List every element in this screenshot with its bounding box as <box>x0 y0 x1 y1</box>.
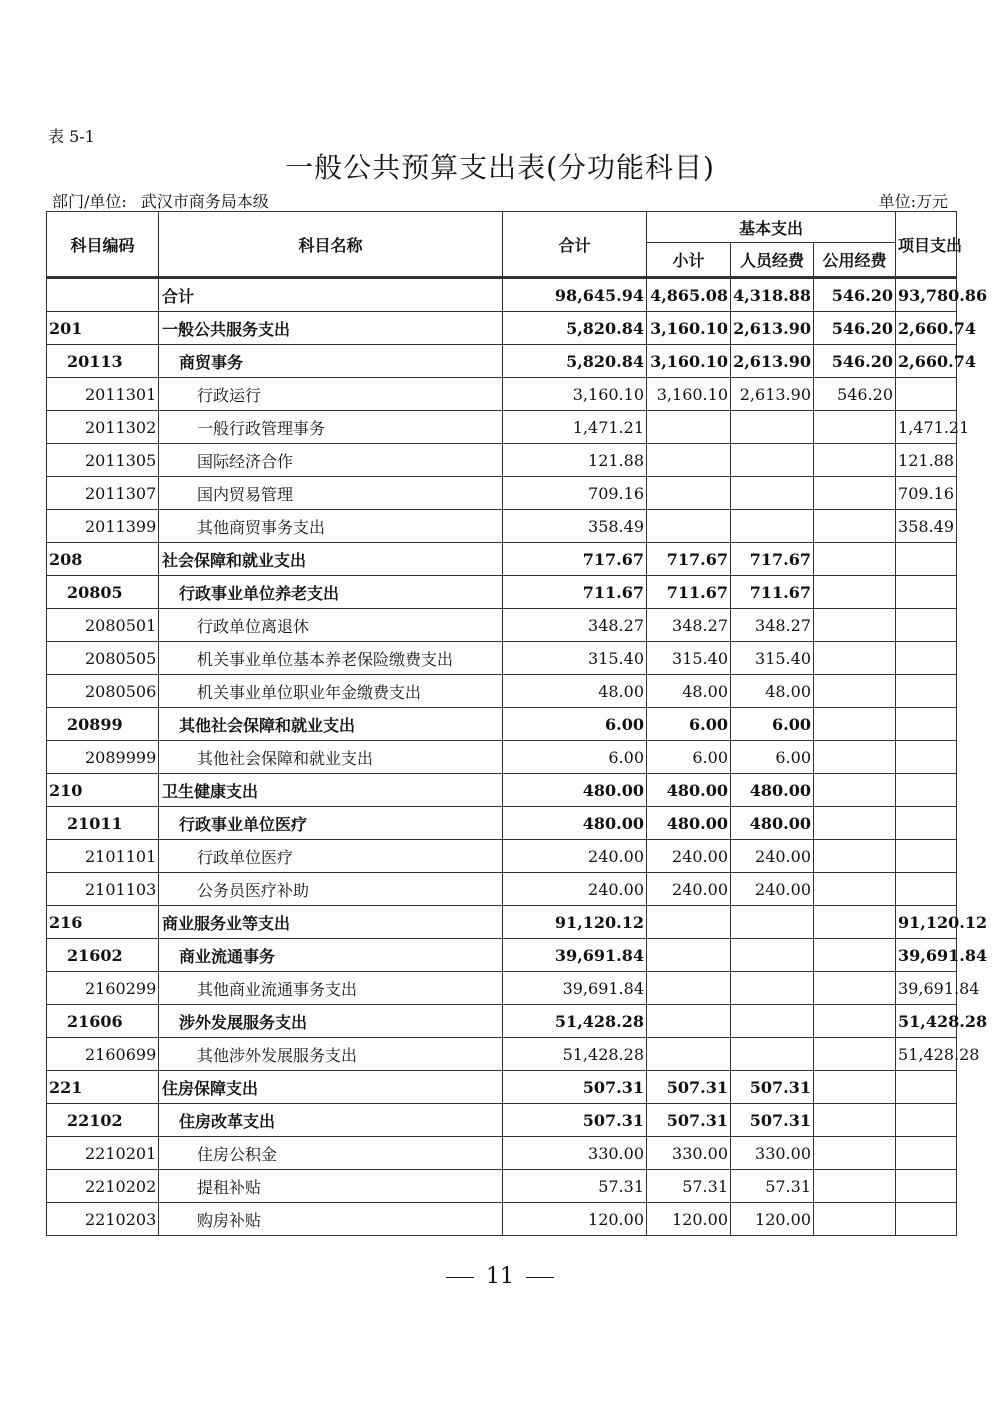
cell-project <box>896 840 957 873</box>
table-row <box>47 1071 957 1104</box>
cell-code: 2011302 <box>47 411 159 444</box>
table-row <box>47 345 957 378</box>
cell-project: 2,660.74 <box>896 345 957 378</box>
cell-project: 121.88 <box>896 444 957 477</box>
cell-subtotal: 57.31 <box>647 1170 731 1203</box>
budget-table <box>46 211 988 1236</box>
cell-project: 93,780.86 <box>896 279 957 312</box>
cell-personnel: 480.00 <box>731 807 814 840</box>
cell-code: 2080506 <box>47 675 159 708</box>
cell-project: 51,428.28 <box>896 1005 957 1038</box>
cell-subtotal: 717.67 <box>647 543 731 576</box>
cell-code: 21602 <box>47 939 159 972</box>
cell-total: 507.31 <box>503 1071 647 1104</box>
cell-total: 5,820.84 <box>503 312 647 345</box>
cell-total: 5,820.84 <box>503 345 647 378</box>
cell-project <box>896 1170 957 1203</box>
table-row <box>47 906 957 939</box>
cell-name: 行政单位离退休 <box>159 609 503 642</box>
cell-public: 546.20 <box>814 312 896 345</box>
cell-subtotal <box>647 1038 731 1071</box>
cell-public <box>814 675 896 708</box>
cell-personnel <box>731 972 814 1005</box>
cell-name: 行政事业单位医疗 <box>159 807 503 840</box>
table-row <box>47 807 957 840</box>
cell-project <box>896 543 957 576</box>
cell-name: 国内贸易管理 <box>159 477 503 510</box>
cell-subtotal <box>647 444 731 477</box>
cell-code: 216 <box>47 906 159 939</box>
cell-subtotal: 348.27 <box>647 609 731 642</box>
cell-project: 358.49 <box>896 510 957 543</box>
cell-code: 2089999 <box>47 741 159 774</box>
cell-code: 2210201 <box>47 1137 159 1170</box>
cell-total: 51,428.28 <box>503 1038 647 1071</box>
table-row <box>47 378 957 411</box>
table-row <box>47 312 957 345</box>
table-row <box>47 477 957 510</box>
table-number: 表 5-1 <box>48 127 95 146</box>
cell-code: 2080505 <box>47 642 159 675</box>
cell-name: 其他社会保障和就业支出 <box>159 708 503 741</box>
cell-public <box>814 972 896 1005</box>
cell-public <box>814 939 896 972</box>
table-row <box>47 510 957 543</box>
cell-name: 其他商业流通事务支出 <box>159 972 503 1005</box>
cell-subtotal <box>647 411 731 444</box>
table-row <box>47 1203 957 1236</box>
cell-total: 717.67 <box>503 543 647 576</box>
page-number <box>0 1264 1000 1289</box>
cell-subtotal: 4,865.08 <box>647 279 731 312</box>
table-row <box>47 873 957 906</box>
cell-subtotal <box>647 972 731 1005</box>
cell-code: 2011301 <box>47 378 159 411</box>
cell-code: 2101103 <box>47 873 159 906</box>
cell-personnel <box>731 411 814 444</box>
cell-total: 480.00 <box>503 807 647 840</box>
cell-subtotal: 3,160.10 <box>647 378 731 411</box>
table-row <box>47 609 957 642</box>
cell-personnel <box>731 510 814 543</box>
table-row <box>47 741 957 774</box>
cell-project <box>896 675 957 708</box>
table-row <box>47 1104 957 1137</box>
cell-personnel <box>731 939 814 972</box>
cell-total: 57.31 <box>503 1170 647 1203</box>
cell-public <box>814 1038 896 1071</box>
cell-total: 120.00 <box>503 1203 647 1236</box>
header-basic: 基本支出 <box>647 212 896 243</box>
cell-total: 711.67 <box>503 576 647 609</box>
cell-name: 机关事业单位职业年金缴费支出 <box>159 675 503 708</box>
table-row <box>47 642 957 675</box>
department-label: 部门/单位: <box>52 192 127 211</box>
cell-public: 546.20 <box>814 345 896 378</box>
cell-code: 2080501 <box>47 609 159 642</box>
cell-name: 国际经济合作 <box>159 444 503 477</box>
cell-code: 2011307 <box>47 477 159 510</box>
cell-public <box>814 576 896 609</box>
cell-personnel: 711.67 <box>731 576 814 609</box>
table-row <box>47 708 957 741</box>
cell-name: 商业服务业等支出 <box>159 906 503 939</box>
cell-subtotal: 120.00 <box>647 1203 731 1236</box>
cell-personnel: 240.00 <box>731 840 814 873</box>
cell-public <box>814 1137 896 1170</box>
cell-personnel <box>731 906 814 939</box>
table-row <box>47 675 957 708</box>
cell-total: 91,120.12 <box>503 906 647 939</box>
cell-name: 行政事业单位养老支出 <box>159 576 503 609</box>
cell-code: 2160699 <box>47 1038 159 1071</box>
cell-public <box>814 411 896 444</box>
cell-personnel: 48.00 <box>731 675 814 708</box>
cell-public <box>814 510 896 543</box>
cell-total: 315.40 <box>503 642 647 675</box>
cell-subtotal <box>647 939 731 972</box>
table-row <box>47 774 957 807</box>
cell-project: 51,428.28 <box>896 1038 957 1071</box>
cell-name: 合计 <box>159 279 503 312</box>
cell-personnel: 240.00 <box>731 873 814 906</box>
cell-name: 住房公积金 <box>159 1137 503 1170</box>
cell-personnel: 480.00 <box>731 774 814 807</box>
cell-subtotal: 330.00 <box>647 1137 731 1170</box>
cell-public <box>814 906 896 939</box>
cell-subtotal <box>647 477 731 510</box>
cell-total: 6.00 <box>503 741 647 774</box>
cell-code: 2101101 <box>47 840 159 873</box>
cell-project <box>896 576 957 609</box>
cell-project <box>896 774 957 807</box>
cell-name: 购房补贴 <box>159 1203 503 1236</box>
cell-public <box>814 642 896 675</box>
cell-code: 221 <box>47 1071 159 1104</box>
page-dash-right <box>526 1277 554 1278</box>
header-personnel: 人员经费 <box>731 243 814 278</box>
cell-project <box>896 708 957 741</box>
cell-public <box>814 1005 896 1038</box>
cell-name: 行政单位医疗 <box>159 840 503 873</box>
cell-project <box>896 1137 957 1170</box>
cell-personnel: 2,613.90 <box>731 312 814 345</box>
cell-subtotal: 480.00 <box>647 807 731 840</box>
cell-name: 其他商贸事务支出 <box>159 510 503 543</box>
cell-personnel: 57.31 <box>731 1170 814 1203</box>
cell-personnel <box>731 1005 814 1038</box>
cell-public <box>814 708 896 741</box>
cell-project <box>896 1203 957 1236</box>
cell-project <box>896 642 957 675</box>
cell-code: 22102 <box>47 1104 159 1137</box>
cell-personnel: 2,613.90 <box>731 345 814 378</box>
cell-total: 6.00 <box>503 708 647 741</box>
cell-project <box>896 1071 957 1104</box>
cell-total: 358.49 <box>503 510 647 543</box>
cell-personnel: 2,613.90 <box>731 378 814 411</box>
cell-total: 330.00 <box>503 1137 647 1170</box>
page-dash-left <box>446 1277 474 1278</box>
cell-total: 48.00 <box>503 675 647 708</box>
cell-total: 39,691.84 <box>503 972 647 1005</box>
cell-total: 480.00 <box>503 774 647 807</box>
page-number-text: 11 <box>486 1264 514 1289</box>
cell-public <box>814 444 896 477</box>
table-row <box>47 543 957 576</box>
cell-project <box>896 378 957 411</box>
cell-name: 住房保障支出 <box>159 1071 503 1104</box>
page-title: 一般公共预算支出表(分功能科目) <box>285 151 715 184</box>
cell-public <box>814 873 896 906</box>
table-row <box>47 972 957 1005</box>
cell-personnel <box>731 477 814 510</box>
cell-name: 商贸事务 <box>159 345 503 378</box>
cell-code: 201 <box>47 312 159 345</box>
cell-name: 涉外发展服务支出 <box>159 1005 503 1038</box>
header-project: 项目支出 <box>896 212 957 278</box>
cell-subtotal <box>647 906 731 939</box>
cell-personnel: 507.31 <box>731 1104 814 1137</box>
cell-total: 240.00 <box>503 840 647 873</box>
cell-personnel: 6.00 <box>731 708 814 741</box>
cell-total: 709.16 <box>503 477 647 510</box>
cell-total: 39,691.84 <box>503 939 647 972</box>
cell-personnel: 4,318.88 <box>731 279 814 312</box>
cell-total: 1,471.21 <box>503 411 647 444</box>
cell-name: 社会保障和就业支出 <box>159 543 503 576</box>
cell-public <box>814 1104 896 1137</box>
cell-project: 709.16 <box>896 477 957 510</box>
table-row <box>47 1170 957 1203</box>
cell-name: 一般公共服务支出 <box>159 312 503 345</box>
header-name: 科目名称 <box>159 212 503 278</box>
cell-personnel: 6.00 <box>731 741 814 774</box>
cell-personnel: 315.40 <box>731 642 814 675</box>
cell-project: 1,471.21 <box>896 411 957 444</box>
cell-code: 20113 <box>47 345 159 378</box>
header-public: 公用经费 <box>814 243 896 278</box>
cell-personnel: 120.00 <box>731 1203 814 1236</box>
unit-label: 单位:万元 <box>878 192 948 211</box>
cell-total: 348.27 <box>503 609 647 642</box>
cell-public: 546.20 <box>814 378 896 411</box>
cell-public <box>814 1071 896 1104</box>
cell-code: 2160299 <box>47 972 159 1005</box>
header-subtotal: 小计 <box>647 243 731 278</box>
cell-name: 商业流通事务 <box>159 939 503 972</box>
cell-public <box>814 477 896 510</box>
cell-code: 210 <box>47 774 159 807</box>
cell-subtotal: 3,160.10 <box>647 312 731 345</box>
cell-project: 2,660.74 <box>896 312 957 345</box>
cell-name: 公务员医疗补助 <box>159 873 503 906</box>
table-row <box>47 1038 957 1071</box>
cell-project <box>896 741 957 774</box>
cell-public <box>814 609 896 642</box>
cell-project <box>896 807 957 840</box>
cell-personnel <box>731 1038 814 1071</box>
department-line <box>52 189 269 212</box>
cell-subtotal: 6.00 <box>647 741 731 774</box>
cell-project <box>896 1104 957 1137</box>
cell-project <box>896 873 957 906</box>
cell-total: 98,645.94 <box>503 279 647 312</box>
cell-code: 21011 <box>47 807 159 840</box>
cell-total: 121.88 <box>503 444 647 477</box>
cell-subtotal: 315.40 <box>647 642 731 675</box>
table-row <box>47 840 957 873</box>
cell-personnel: 507.31 <box>731 1071 814 1104</box>
cell-total: 240.00 <box>503 873 647 906</box>
cell-personnel: 330.00 <box>731 1137 814 1170</box>
cell-code: 2210203 <box>47 1203 159 1236</box>
cell-code: 2011399 <box>47 510 159 543</box>
cell-subtotal: 3,160.10 <box>647 345 731 378</box>
table-row <box>47 444 957 477</box>
cell-project: 91,120.12 <box>896 906 957 939</box>
cell-public <box>814 543 896 576</box>
cell-public: 546.20 <box>814 279 896 312</box>
cell-name: 提租补贴 <box>159 1170 503 1203</box>
cell-public <box>814 807 896 840</box>
cell-personnel <box>731 444 814 477</box>
cell-public <box>814 1170 896 1203</box>
cell-name: 卫生健康支出 <box>159 774 503 807</box>
cell-project: 39,691.84 <box>896 939 957 972</box>
cell-public <box>814 774 896 807</box>
table-row <box>47 411 957 444</box>
cell-name: 机关事业单位基本养老保险缴费支出 <box>159 642 503 675</box>
cell-subtotal: 6.00 <box>647 708 731 741</box>
table-row <box>47 939 957 972</box>
cell-name: 住房改革支出 <box>159 1104 503 1137</box>
cell-name: 其他涉外发展服务支出 <box>159 1038 503 1071</box>
cell-personnel: 717.67 <box>731 543 814 576</box>
cell-personnel: 348.27 <box>731 609 814 642</box>
table-row <box>47 279 957 312</box>
cell-subtotal: 507.31 <box>647 1104 731 1137</box>
cell-code: 20805 <box>47 576 159 609</box>
cell-name: 其他社会保障和就业支出 <box>159 741 503 774</box>
header-code: 科目编码 <box>47 212 159 278</box>
cell-total: 507.31 <box>503 1104 647 1137</box>
cell-code: 2210202 <box>47 1170 159 1203</box>
cell-public <box>814 840 896 873</box>
cell-subtotal: 711.67 <box>647 576 731 609</box>
header-total: 合计 <box>503 212 647 278</box>
table-row <box>47 1137 957 1170</box>
cell-name: 行政运行 <box>159 378 503 411</box>
cell-total: 51,428.28 <box>503 1005 647 1038</box>
cell-name: 一般行政管理事务 <box>159 411 503 444</box>
table-row <box>47 1005 957 1038</box>
cell-subtotal <box>647 1005 731 1038</box>
cell-code <box>47 279 159 312</box>
cell-public <box>814 1203 896 1236</box>
cell-subtotal: 507.31 <box>647 1071 731 1104</box>
cell-subtotal: 240.00 <box>647 873 731 906</box>
cell-subtotal: 480.00 <box>647 774 731 807</box>
cell-subtotal: 48.00 <box>647 675 731 708</box>
cell-subtotal: 240.00 <box>647 840 731 873</box>
cell-code: 2011305 <box>47 444 159 477</box>
cell-total: 3,160.10 <box>503 378 647 411</box>
table-row <box>47 576 957 609</box>
department-value: 武汉市商务局本级 <box>140 192 269 211</box>
cell-code: 21606 <box>47 1005 159 1038</box>
cell-subtotal <box>647 510 731 543</box>
cell-project <box>896 609 957 642</box>
cell-code: 20899 <box>47 708 159 741</box>
cell-public <box>814 741 896 774</box>
cell-project: 39,691.84 <box>896 972 957 1005</box>
cell-code: 208 <box>47 543 159 576</box>
